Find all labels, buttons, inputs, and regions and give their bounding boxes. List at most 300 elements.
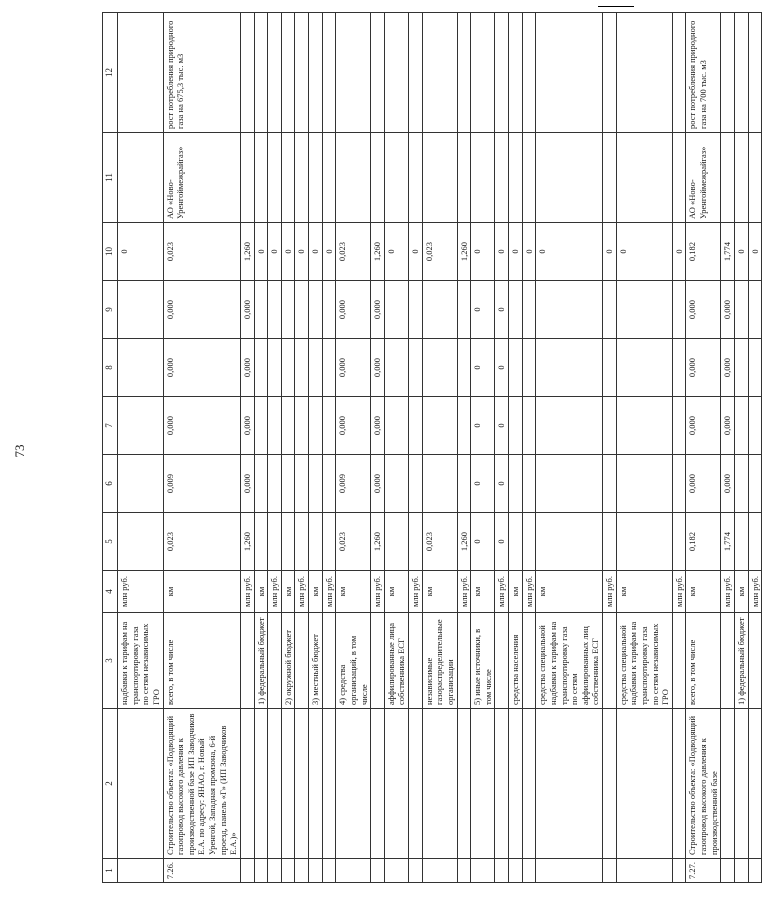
table-cell-col4: млн руб.	[268, 571, 282, 613]
table-cell-col7	[734, 397, 748, 455]
table-cell-col5: 0,023	[336, 513, 371, 571]
table-cell-col6	[384, 455, 408, 513]
table-cell-col4: млн руб.	[522, 571, 536, 613]
table-cell-col5: 0,182	[686, 513, 721, 571]
table-cell-col9	[672, 281, 686, 339]
table-cell-col7: 0,000	[721, 397, 735, 455]
table-cell-col7: 0	[495, 397, 509, 455]
table-cell-col3	[748, 613, 762, 709]
table-cell-col7: 0	[471, 397, 495, 455]
table-cell-col2	[734, 709, 748, 859]
table-cell-col9: 0,000	[686, 281, 721, 339]
table-row	[268, 13, 282, 883]
table-cell-col6: 0,000	[240, 455, 254, 513]
table-cell-col12	[268, 13, 282, 133]
table-cell-col5: 0	[471, 513, 495, 571]
rotated-table-page	[102, 13, 760, 883]
table-cell-col10: 0	[409, 223, 423, 281]
table-row	[509, 13, 523, 883]
table-cell-col3: 3) местный бюджет	[309, 613, 323, 709]
table-cell-col11	[616, 133, 672, 223]
table-cell-col6: 0	[495, 455, 509, 513]
table-cell-col3: всего, в том числе	[163, 613, 240, 709]
table-cell-col1	[336, 859, 371, 883]
table-cell-col11	[268, 133, 282, 223]
table-cell-col5: 1,260	[240, 513, 254, 571]
table-cell-col10: 1,774	[721, 223, 735, 281]
table-cell-col7	[254, 397, 268, 455]
table-cell-col2	[322, 709, 336, 859]
table-cell-col5	[672, 513, 686, 571]
table-cell-col4: млн руб.	[672, 571, 686, 613]
table-cell-col12: рост потребления природного газа на 675,3 тыс. м3	[163, 13, 240, 133]
table-cell-col10: 0	[384, 223, 408, 281]
table-row	[322, 13, 336, 883]
table-cell-col5: 1,774	[721, 513, 735, 571]
table-cell-col10: 0,023	[163, 223, 240, 281]
table-cell-col9: 0,000	[240, 281, 254, 339]
table-cell-col2	[240, 709, 254, 859]
table-cell-col4: км	[254, 571, 268, 613]
header-cell: 3	[103, 613, 118, 709]
table-cell-col9	[457, 281, 471, 339]
table-cell-col2	[495, 709, 509, 859]
table-cell-col4: млн руб.	[721, 571, 735, 613]
table-cell-col12	[254, 13, 268, 133]
table-cell-col3	[295, 613, 309, 709]
table-cell-col4: км	[509, 571, 523, 613]
table-cell-col4: км	[384, 571, 408, 613]
table-cell-col10: 0	[748, 223, 762, 281]
table-cell-col2	[268, 709, 282, 859]
table-row	[336, 13, 371, 883]
table-cell-col5	[522, 513, 536, 571]
table-cell-col4: км	[163, 571, 240, 613]
table-cell-col2	[384, 709, 408, 859]
table-cell-col3	[457, 613, 471, 709]
table-cell-col9	[536, 281, 603, 339]
table-cell-col11	[748, 133, 762, 223]
table-cell-col1	[603, 859, 617, 883]
table-row	[240, 13, 254, 883]
table-cell-col6	[509, 455, 523, 513]
table-cell-col7	[457, 397, 471, 455]
table-cell-col2	[371, 709, 385, 859]
table-cell-col8	[509, 339, 523, 397]
table-cell-col4: км	[336, 571, 371, 613]
table-cell-col1	[254, 859, 268, 883]
table-cell-col1	[495, 859, 509, 883]
table-cell-col1	[616, 859, 672, 883]
table-cell-col6: 0,000	[686, 455, 721, 513]
table-cell-col5: 0,023	[422, 513, 457, 571]
table-cell-col10: 0	[295, 223, 309, 281]
table-row	[495, 13, 509, 883]
table-cell-col12	[457, 13, 471, 133]
table-cell-col5	[384, 513, 408, 571]
table-cell-col1	[295, 859, 309, 883]
table-row	[471, 13, 495, 883]
table-cell-col11	[384, 133, 408, 223]
header-cell: 10	[103, 223, 118, 281]
table-cell-col4: млн руб.	[457, 571, 471, 613]
table-cell-col12	[336, 13, 371, 133]
table-cell-col1	[748, 859, 762, 883]
table-cell-col12	[309, 13, 323, 133]
table-cell-col6	[281, 455, 295, 513]
table-cell-col7	[118, 397, 164, 455]
table-cell-col1	[268, 859, 282, 883]
table-cell-col6	[522, 455, 536, 513]
table-cell-col12	[522, 13, 536, 133]
table-cell-col8	[322, 339, 336, 397]
investment-table	[102, 12, 762, 883]
table-cell-col10: 1,260	[240, 223, 254, 281]
table-cell-col5	[603, 513, 617, 571]
table-cell-col7	[616, 397, 672, 455]
table-cell-col8	[281, 339, 295, 397]
table-row	[522, 13, 536, 883]
table-cell-col5	[734, 513, 748, 571]
table-cell-col4: км	[471, 571, 495, 613]
table-cell-col10: 1,260	[371, 223, 385, 281]
table-cell-col10: 0,023	[422, 223, 457, 281]
table-cell-col4: км	[734, 571, 748, 613]
table-cell-col9: 0,000	[163, 281, 240, 339]
table-cell-col5	[254, 513, 268, 571]
table-cell-col4: км	[309, 571, 323, 613]
table-cell-col11	[118, 133, 164, 223]
table-cell-col8: 0,000	[240, 339, 254, 397]
table-cell-col2	[118, 709, 164, 859]
table-cell-col8	[603, 339, 617, 397]
table-cell-col1	[457, 859, 471, 883]
table-cell-col2: Строительство объекта: «Подводящий газопровод высокого давления к производственной базе	[686, 709, 721, 859]
table-cell-col7	[409, 397, 423, 455]
table-cell-col7: 0,000	[371, 397, 385, 455]
table-cell-col3	[672, 613, 686, 709]
header-cell: 9	[103, 281, 118, 339]
table-cell-col7	[268, 397, 282, 455]
table-cell-col12	[281, 13, 295, 133]
table-cell-col12	[721, 13, 735, 133]
table-cell-col5	[509, 513, 523, 571]
table-cell-col11	[371, 133, 385, 223]
table-cell-col4: млн руб.	[322, 571, 336, 613]
table-cell-col9	[384, 281, 408, 339]
table-cell-col3: 2) окружной бюджет	[281, 613, 295, 709]
table-cell-col2	[422, 709, 457, 859]
table-cell-col8: 0,000	[686, 339, 721, 397]
table-cell-col2	[748, 709, 762, 859]
table-cell-col8	[457, 339, 471, 397]
table-cell-col8	[536, 339, 603, 397]
table-cell-col8	[409, 339, 423, 397]
table-row	[163, 13, 240, 883]
table-cell-col5	[322, 513, 336, 571]
table-cell-col6	[309, 455, 323, 513]
table-cell-col4: км	[686, 571, 721, 613]
table-cell-col12	[240, 13, 254, 133]
table-cell-col8	[522, 339, 536, 397]
header-cell: 11	[103, 133, 118, 223]
table-cell-col5	[118, 513, 164, 571]
table-cell-col4: млн руб.	[748, 571, 762, 613]
table-cell-col3	[371, 613, 385, 709]
table-cell-col3	[522, 613, 536, 709]
table-cell-col11	[336, 133, 371, 223]
table-row	[409, 13, 423, 883]
header-cell: 8	[103, 339, 118, 397]
table-cell-col8	[309, 339, 323, 397]
table-cell-col10: 0	[522, 223, 536, 281]
table-cell-col1	[672, 859, 686, 883]
table-cell-col12	[409, 13, 423, 133]
table-cell-col9: 0	[471, 281, 495, 339]
header-row	[103, 13, 118, 883]
table-cell-col1	[322, 859, 336, 883]
table-cell-col9	[295, 281, 309, 339]
table-cell-col11	[457, 133, 471, 223]
table-cell-col11	[721, 133, 735, 223]
table-cell-col1	[509, 859, 523, 883]
header-cell: 4	[103, 571, 118, 613]
table-cell-col11	[672, 133, 686, 223]
table-row	[254, 13, 268, 883]
table-row	[748, 13, 762, 883]
table-cell-col9	[409, 281, 423, 339]
table-cell-col7	[322, 397, 336, 455]
table-cell-col5: 1,260	[457, 513, 471, 571]
table-cell-col2	[616, 709, 672, 859]
table-row	[422, 13, 457, 883]
table-cell-col6	[603, 455, 617, 513]
table-row	[686, 13, 721, 883]
table-cell-col8	[254, 339, 268, 397]
table-cell-col6	[422, 455, 457, 513]
table-cell-col2	[457, 709, 471, 859]
table-cell-col6: 0	[471, 455, 495, 513]
table-cell-col11	[254, 133, 268, 223]
table-cell-col4: млн руб.	[295, 571, 309, 613]
table-cell-col11	[322, 133, 336, 223]
table-cell-col9	[509, 281, 523, 339]
table-cell-col6	[409, 455, 423, 513]
table-cell-col3	[409, 613, 423, 709]
table-cell-col3: средства специальной надбавки к тарифам на транспортировку газа по сетям независимых ГРО	[616, 613, 672, 709]
table-cell-col3: 1) федеральный бюджет	[254, 613, 268, 709]
table-row	[603, 13, 617, 883]
table-cell-col11	[422, 133, 457, 223]
table-cell-col3	[240, 613, 254, 709]
table-cell-col6	[322, 455, 336, 513]
table-cell-col11	[495, 133, 509, 223]
table-cell-col10: 1,260	[457, 223, 471, 281]
table-cell-col2	[254, 709, 268, 859]
table-cell-col8	[384, 339, 408, 397]
table-cell-col8: 0,000	[721, 339, 735, 397]
table-cell-col7	[522, 397, 536, 455]
table-cell-col12	[322, 13, 336, 133]
table-row	[118, 13, 164, 883]
table-cell-col5	[281, 513, 295, 571]
table-cell-col12	[509, 13, 523, 133]
table-cell-col2	[281, 709, 295, 859]
table-cell-col3: 5) иные источники, в том числе	[471, 613, 495, 709]
table-cell-col5	[616, 513, 672, 571]
table-cell-col8	[422, 339, 457, 397]
table-cell-col1	[721, 859, 735, 883]
table-cell-col8	[268, 339, 282, 397]
top-edge-line	[598, 6, 634, 7]
table-cell-col6	[536, 455, 603, 513]
table-cell-col10: 0	[509, 223, 523, 281]
table-cell-col11	[309, 133, 323, 223]
table-cell-col12: рост потребления природного газа на 700 тыс. м3	[686, 13, 721, 133]
table-cell-col1	[734, 859, 748, 883]
table-cell-col3: аффилированные лица собственника ЕСГ	[384, 613, 408, 709]
table-cell-col10: 0	[268, 223, 282, 281]
table-cell-col1	[240, 859, 254, 883]
table-cell-col12	[422, 13, 457, 133]
table-cell-col11	[509, 133, 523, 223]
table-cell-col2	[409, 709, 423, 859]
table-cell-col1	[384, 859, 408, 883]
table-cell-col12	[295, 13, 309, 133]
table-cell-col8: 0	[495, 339, 509, 397]
table-cell-col10: 0	[322, 223, 336, 281]
page-number: 73	[12, 444, 27, 458]
table-cell-col5	[268, 513, 282, 571]
table-cell-col10: 0	[309, 223, 323, 281]
table-cell-col4: млн руб.	[118, 571, 164, 613]
table-cell-col8	[672, 339, 686, 397]
table-cell-col1	[471, 859, 495, 883]
table-cell-col3: независимые газораспределительные организации	[422, 613, 457, 709]
table-cell-col3: средства специальной надбавки к тарифам на транспортировку газа по сетям аффилированных лиц собственника ЕСГ	[536, 613, 603, 709]
table-row	[281, 13, 295, 883]
table-cell-col7	[672, 397, 686, 455]
table-cell-col3: всего, в том числе	[686, 613, 721, 709]
table-cell-col7: 0,000	[240, 397, 254, 455]
table-cell-col5: 0,023	[163, 513, 240, 571]
table-cell-col1: 7.26.	[163, 859, 240, 883]
table-cell-col6: 0,009	[336, 455, 371, 513]
table-row	[457, 13, 471, 883]
table-cell-col7	[748, 397, 762, 455]
table-cell-col7	[295, 397, 309, 455]
table-cell-col8	[616, 339, 672, 397]
table-cell-col1	[309, 859, 323, 883]
table-cell-col2	[522, 709, 536, 859]
table-cell-col7	[422, 397, 457, 455]
table-cell-col9: 0,000	[721, 281, 735, 339]
table-cell-col12	[734, 13, 748, 133]
table-cell-col5: 1,260	[371, 513, 385, 571]
table-cell-col12	[536, 13, 603, 133]
table-cell-col3	[603, 613, 617, 709]
table-row	[536, 13, 603, 883]
table-cell-col6	[734, 455, 748, 513]
table-cell-col3	[721, 613, 735, 709]
table-cell-col3	[268, 613, 282, 709]
table-cell-col2	[721, 709, 735, 859]
header-cell: 7	[103, 397, 118, 455]
table-cell-col5	[295, 513, 309, 571]
table-cell-col3: 1) федеральный бюджет	[734, 613, 748, 709]
table-cell-col3: 4) средства организаций, в том числе	[336, 613, 371, 709]
table-cell-col1	[409, 859, 423, 883]
table-cell-col1	[281, 859, 295, 883]
table-cell-col11	[603, 133, 617, 223]
table-cell-col11	[522, 133, 536, 223]
table-cell-col4: млн руб.	[495, 571, 509, 613]
table-cell-col8: 0	[471, 339, 495, 397]
table-cell-col10: 0	[536, 223, 603, 281]
table-cell-col1: 7.27.	[686, 859, 721, 883]
table-row	[721, 13, 735, 883]
table-cell-col1	[371, 859, 385, 883]
table-cell-col7	[509, 397, 523, 455]
header-cell: 6	[103, 455, 118, 513]
table-row	[616, 13, 672, 883]
table-cell-col12	[603, 13, 617, 133]
table-cell-col11	[409, 133, 423, 223]
table-cell-col6	[268, 455, 282, 513]
table-cell-col4: км	[536, 571, 603, 613]
table-cell-col9	[603, 281, 617, 339]
table-cell-col2	[603, 709, 617, 859]
table-cell-col10: 0	[495, 223, 509, 281]
table-cell-col8	[748, 339, 762, 397]
table-cell-col7	[384, 397, 408, 455]
table-cell-col11: АО «Ново-Уренгоймежрайгаз»	[163, 133, 240, 223]
table-cell-col8: 0,000	[371, 339, 385, 397]
table-cell-col8	[118, 339, 164, 397]
table-cell-col9: 0,000	[336, 281, 371, 339]
table-cell-col11: АО «Ново-Уренгоймежрайгаз»	[686, 133, 721, 223]
table-cell-col6: 0,000	[371, 455, 385, 513]
table-cell-col12	[495, 13, 509, 133]
table-cell-col6	[457, 455, 471, 513]
table-cell-col12	[616, 13, 672, 133]
header-cell: 1	[103, 859, 118, 883]
header-cell: 2	[103, 709, 118, 859]
table-row	[309, 13, 323, 883]
table-cell-col8: 0,000	[163, 339, 240, 397]
table-cell-col7	[281, 397, 295, 455]
table-cell-col2: Строительство объекта: «Подводящий газопровод высокого давления к производственной базе ИП Заводчиков Е.А. по адресу: ЯНАО, г. Новый Уренгой, Западная промзона, 6-й проезд, панель «Г» (ИП Заводчиков Е.А.)»	[163, 709, 240, 859]
table-cell-col6	[672, 455, 686, 513]
table-cell-col2	[672, 709, 686, 859]
table-cell-col2	[509, 709, 523, 859]
table-cell-col5	[309, 513, 323, 571]
header-cell: 12	[103, 13, 118, 133]
table-cell-col1	[422, 859, 457, 883]
table-cell-col7: 0,000	[336, 397, 371, 455]
table-cell-col6	[254, 455, 268, 513]
table-cell-col10: 0	[471, 223, 495, 281]
table-cell-col9: 0	[495, 281, 509, 339]
table-cell-col11	[281, 133, 295, 223]
table-cell-col8: 0,000	[336, 339, 371, 397]
table-cell-col9	[322, 281, 336, 339]
table-cell-col3: средства населения	[509, 613, 523, 709]
table-cell-col9	[734, 281, 748, 339]
table-cell-col9	[118, 281, 164, 339]
table-cell-col9	[616, 281, 672, 339]
table-cell-col2	[471, 709, 495, 859]
